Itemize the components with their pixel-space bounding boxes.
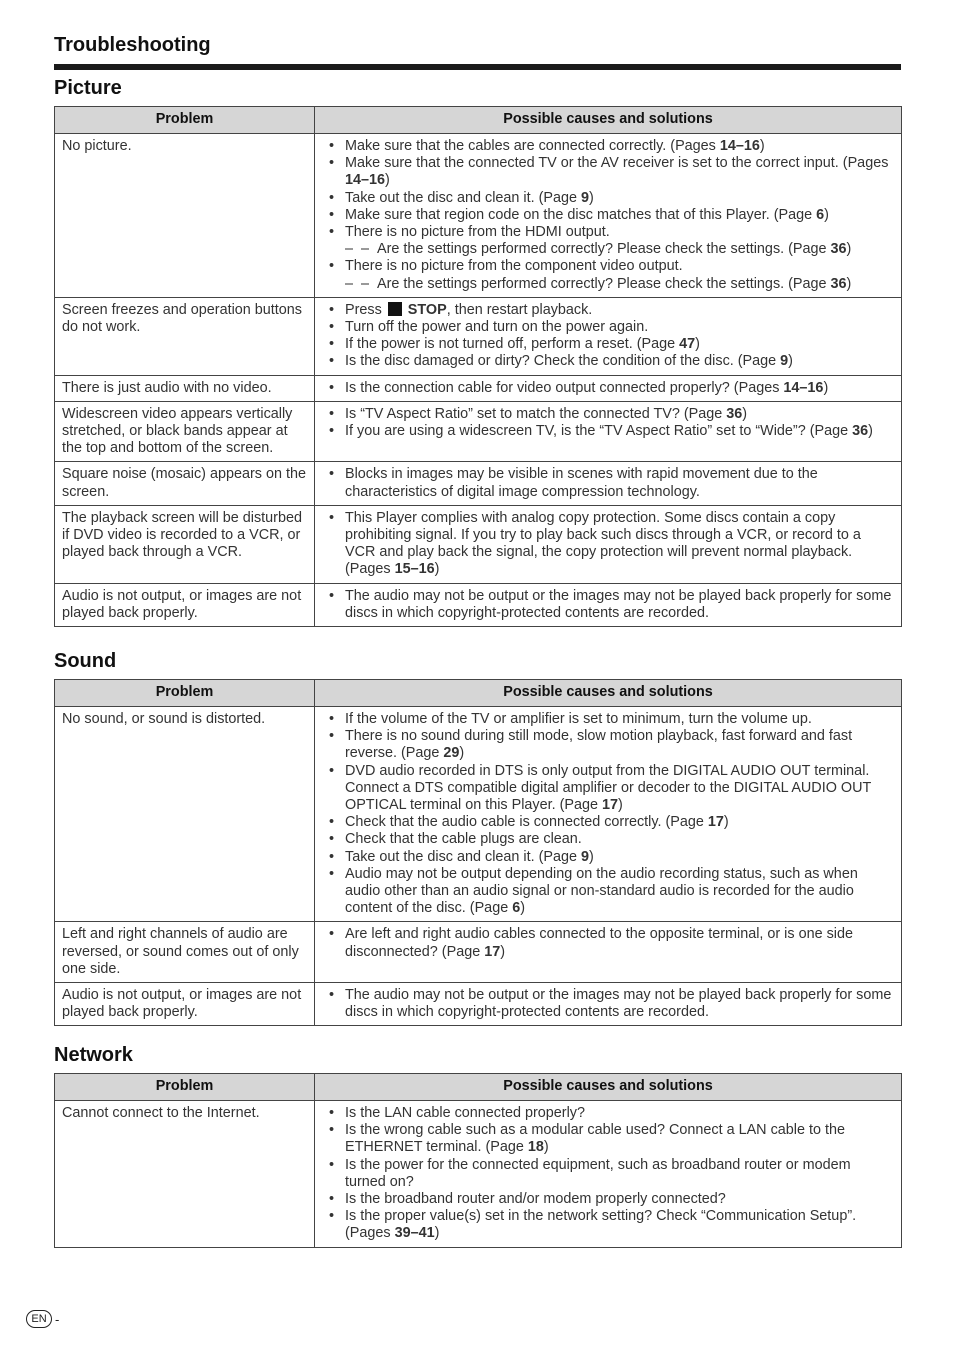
problem-cell: Left and right channels of audio are reversed, or sound comes out of only one side.: [55, 922, 315, 983]
solution-list: [322, 138, 895, 293]
picture-table: [54, 106, 902, 627]
section-title-network: Network: [54, 1044, 133, 1066]
solution-item: [329, 423, 895, 440]
solutions-cell: [315, 983, 902, 1026]
solutions-cell: [315, 1101, 902, 1248]
solution-list: [322, 987, 895, 1021]
solution-text: Are left and right audio cables connected to the opposite terminal, or is one side disconnected? (Page 17): [345, 926, 853, 960]
solution-text: Make sure that the cables are connected correctly. (Pages 14–16): [345, 138, 765, 154]
solutions-cell: [315, 375, 902, 401]
problem-cell: Cannot connect to the Internet.: [55, 1101, 315, 1248]
solution-text: Is the power for the connected equipment, such as broadband router or modem turned on?: [345, 1156, 851, 1190]
solution-item: [329, 207, 895, 224]
solution-text: If the volume of the TV or amplifier is set to minimum, turn the volume up.: [345, 711, 812, 727]
col-header-solutions: Possible causes and solutions: [315, 680, 902, 707]
solution-list: [322, 466, 895, 500]
solution-item: [329, 466, 895, 500]
solution-item: [329, 380, 895, 397]
problem-cell: There is just audio with no video.: [55, 375, 315, 401]
solution-text: Is the wrong cable such as a modular cable used? Connect a LAN cable to the ETHERNET terminal. (Page 18): [345, 1122, 845, 1156]
solution-item: [329, 728, 895, 762]
solution-item: [329, 849, 895, 866]
table-row: [55, 707, 902, 922]
solution-list: [322, 1105, 895, 1243]
table-row: [55, 583, 902, 626]
solution-item: [329, 319, 895, 336]
sub-list: [345, 276, 895, 293]
problem-cell: Square noise (mosaic) appears on the screen.: [55, 462, 315, 505]
solution-text: There is no sound during still mode, slow motion playback, fast forward and fast reverse. (Page 29): [345, 728, 853, 762]
solutions-cell: [315, 505, 902, 583]
solution-item: [329, 711, 895, 728]
solutions-cell: [315, 462, 902, 505]
solution-item: [329, 831, 895, 848]
solution-text: Press STOP, then restart playback.: [345, 301, 593, 318]
solution-text: DVD audio recorded in DTS is only output from the DIGITAL AUDIO OUT terminal. Connect a DTS compatible digital amplifier or decoder to the DIGITAL AUDIO OUT OPTICAL terminal on this Player. (Page 17): [345, 762, 872, 814]
problem-cell: Audio is not output, or images are not played back properly.: [55, 983, 315, 1026]
solutions-cell: [315, 297, 902, 375]
solution-item: [329, 1122, 895, 1156]
solution-text: If you are using a widescreen TV, is the “TV Aspect Ratio” set to “Wide”? (Page 36): [345, 423, 873, 440]
solution-item: [329, 258, 895, 292]
col-header-solutions: Possible causes and solutions: [315, 1074, 902, 1101]
section-title-sound: Sound: [54, 650, 117, 672]
solution-item: [329, 406, 895, 423]
solution-text: Turn off the power and turn on the power again.: [345, 319, 649, 336]
solution-item: [329, 763, 895, 815]
table-row: [55, 401, 902, 462]
page-footer: [26, 1310, 59, 1328]
problem-cell: Widescreen video appears vertically stretched, or black bands appear at the top and bottom of the screen.: [55, 401, 315, 462]
solution-list: [322, 302, 895, 371]
solution-text: Make sure that the connected TV or the AV receiver is set to the correct input. (Pages 14–16): [345, 155, 889, 189]
page-number: -: [55, 1311, 60, 1327]
sound-table: [54, 679, 902, 1026]
solutions-cell: [315, 134, 902, 298]
solution-text: Take out the disc and clean it. (Page 9): [345, 848, 594, 865]
solution-text: Is the broadband router and/or modem properly connected?: [345, 1191, 726, 1208]
solutions-cell: [315, 707, 902, 922]
solution-text: Is the LAN cable connected properly?: [345, 1105, 585, 1121]
solution-item: [329, 866, 895, 918]
solution-text: Is “TV Aspect Ratio” set to match the connected TV? (Page 36): [345, 405, 748, 422]
solution-item: [329, 987, 895, 1021]
solution-item: [329, 190, 895, 207]
solution-list: [322, 510, 895, 579]
solution-text: Audio may not be output depending on the audio recording status, such as when audio other than an audio signal or non-standard audio is recorded for the audio content of the disc. (Page 6): [345, 865, 858, 917]
col-header-solutions: Possible causes and solutions: [315, 107, 902, 134]
solution-item: [329, 1105, 895, 1122]
problem-cell: No picture.: [55, 134, 315, 298]
stop-icon: [388, 302, 402, 316]
problem-cell: No sound, or sound is distorted.: [55, 707, 315, 922]
solution-item: [329, 588, 895, 622]
solution-item: [329, 1208, 895, 1242]
network-table: [54, 1073, 902, 1248]
sub-item: – – Are the settings performed correctly? Please check the settings. (Page 36): [345, 241, 895, 258]
problem-cell: Screen freezes and operation buttons do not work.: [55, 297, 315, 375]
table-row: [55, 297, 902, 375]
page-title: Troubleshooting: [54, 34, 211, 56]
table-row: [55, 134, 902, 298]
solution-text: Is the connection cable for video output connected properly? (Pages 14–16): [345, 379, 829, 396]
col-header-problem: Problem: [55, 107, 315, 134]
solution-text: The audio may not be output or the images may not be played back properly for some discs in which copyright-protected contents are recorded.: [345, 587, 892, 621]
solution-text: Is the disc damaged or dirty? Check the condition of the disc. (Page 9): [345, 353, 793, 370]
solution-item: [329, 1191, 895, 1208]
table-row: [55, 505, 902, 583]
col-header-problem: Problem: [55, 1074, 315, 1101]
table-row: [55, 922, 902, 983]
solutions-cell: [315, 583, 902, 626]
solution-text: Check that the audio cable is connected correctly. (Page 17): [345, 814, 729, 831]
solutions-cell: [315, 401, 902, 462]
problem-cell: Audio is not output, or images are not played back properly.: [55, 583, 315, 626]
section-title-picture: Picture: [54, 77, 122, 99]
solution-text: The audio may not be output or the images may not be played back properly for some discs in which copyright-protected contents are recorded.: [345, 987, 892, 1021]
table-row: [55, 375, 902, 401]
solution-list: [322, 926, 895, 960]
sub-list: [345, 241, 895, 258]
solution-text: Is the proper value(s) set in the network setting? Check “Communication Setup”. (Pages 39–41): [345, 1208, 857, 1242]
solution-item: [329, 926, 895, 960]
solution-text: Make sure that region code on the disc matches that of this Player. (Page 6): [345, 206, 829, 223]
language-badge: EN: [26, 1310, 52, 1328]
solution-text: Blocks in images may be visible in scenes with rapid movement due to the characteristics of digital image compression technology.: [345, 466, 818, 500]
solution-item: [329, 155, 895, 189]
solution-text: Check that the cable plugs are clean.: [345, 831, 582, 848]
solution-list: [322, 406, 895, 440]
solution-item: [329, 224, 895, 258]
solution-item: [329, 510, 895, 579]
solution-text: This Player complies with analog copy protection. Some discs contain a copy prohibiting signal. If you try to play back such discs through a VCR, or record to a VCR and play back the signal, the copy protection will prevent normal playback. (Pages 15–16): [345, 509, 861, 578]
solution-text: There is no picture from the HDMI output.: [345, 224, 610, 241]
solution-text: Take out the disc and clean it. (Page 9): [345, 189, 594, 206]
table-row: [55, 983, 902, 1026]
solutions-cell: [315, 922, 902, 983]
solution-item: [329, 814, 895, 831]
sub-item: – – Are the settings performed correctly? Please check the settings. (Page 36): [345, 276, 895, 293]
solution-item: [329, 336, 895, 353]
solution-item: [329, 1157, 895, 1191]
solution-item: [329, 302, 895, 319]
title-divider: [54, 64, 901, 70]
table-row: [55, 1101, 902, 1248]
solution-list: [322, 711, 895, 917]
solution-text: There is no picture from the component video output.: [345, 258, 683, 275]
col-header-problem: Problem: [55, 680, 315, 707]
solution-list: [322, 380, 895, 397]
problem-cell: The playback screen will be disturbed if DVD video is recorded to a VCR, or played back through a VCR.: [55, 505, 315, 583]
solution-list: [322, 588, 895, 622]
table-row: [55, 462, 902, 505]
solution-text: If the power is not turned off, perform a reset. (Page 47): [345, 336, 700, 353]
solution-item: [329, 138, 895, 155]
solution-item: [329, 353, 895, 370]
